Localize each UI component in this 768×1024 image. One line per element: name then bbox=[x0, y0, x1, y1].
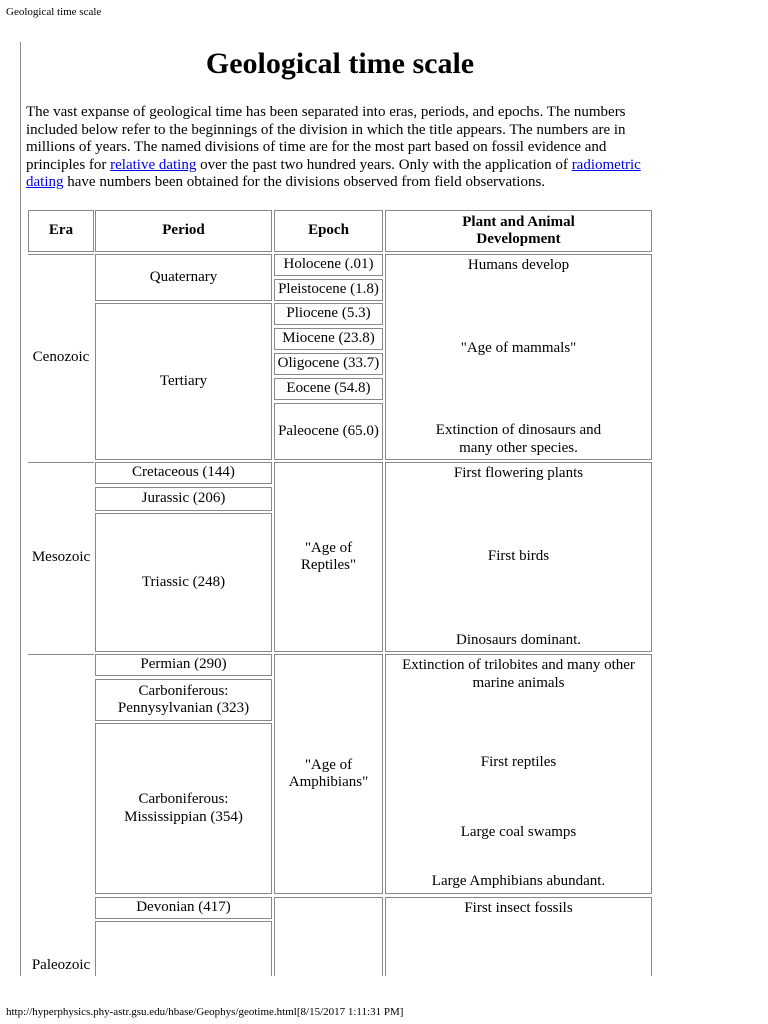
period-pennsylvanian: Carboniferous: Pennysylvanian (323) bbox=[95, 679, 272, 721]
era-mesozoic: Mesozoic bbox=[28, 462, 94, 652]
intro-text-3: have numbers been obtained for the divisions observed from field observations. bbox=[63, 174, 546, 190]
period-quaternary: Quaternary bbox=[95, 254, 272, 301]
epoch-devonian-cell bbox=[274, 897, 383, 976]
period-jurassic: Jurassic (206) bbox=[95, 487, 272, 511]
epoch-pleistocene: Pleistocene (1.8) bbox=[274, 279, 383, 301]
dev-dinosaur-extinction: Extinction of dinosaurs and many other species. bbox=[435, 422, 602, 456]
print-footer-url: http://hyperphysics.phy-astr.gsu.edu/hbase/Geophys/geotime.html[8/15/2017 1:11:31 PM] bbox=[6, 1006, 404, 1018]
print-header-title: Geological time scale bbox=[6, 6, 102, 18]
header-period: Period bbox=[95, 210, 272, 252]
dev-first-birds: First birds bbox=[487, 548, 550, 565]
dev-coal-swamps: Large coal swamps bbox=[460, 823, 577, 840]
dev-humans: Humans develop bbox=[467, 257, 570, 273]
epoch-age-of-reptiles: "Age of Reptiles" bbox=[274, 462, 383, 652]
relative-dating-link[interactable]: relative dating bbox=[110, 156, 197, 173]
epoch-pliocene: Pliocene (5.3) bbox=[274, 303, 383, 325]
dev-dinosaurs-dominant: Dinosaurs dominant. bbox=[456, 631, 581, 648]
page-title: Geological time scale bbox=[205, 47, 475, 80]
radiometric-dating-link[interactable]: radiometric dating bbox=[26, 156, 641, 190]
header-era: Era bbox=[28, 210, 94, 252]
era-paleozoic: Paleozoic bbox=[28, 654, 94, 976]
development-cenozoic bbox=[385, 254, 652, 460]
era-cenozoic: Cenozoic bbox=[28, 254, 94, 460]
intro-text-2: over the past two hundred years. Only with the application of bbox=[196, 156, 572, 173]
epoch-oligocene: Oligocene (33.7) bbox=[274, 353, 383, 375]
period-mississippian: Carboniferous: Mississippian (354) bbox=[95, 723, 272, 894]
period-permian: Permian (290) bbox=[95, 654, 272, 676]
dev-trilobite-extinction: Extinction of trilobites and many other marine animals bbox=[402, 657, 635, 691]
development-mesozoic bbox=[385, 462, 652, 652]
dev-amphibians-abundant: Large Amphibians abundant. bbox=[431, 873, 606, 890]
epoch-miocene: Miocene (23.8) bbox=[274, 328, 383, 350]
period-tertiary: Tertiary bbox=[95, 303, 272, 460]
dev-first-reptiles: First reptiles bbox=[480, 754, 557, 771]
epoch-eocene: Eocene (54.8) bbox=[274, 378, 383, 400]
dev-age-of-mammals: "Age of mammals" bbox=[460, 339, 577, 356]
intro-text-1: The vast expanse of geological time has been separated into eras, periods, and epochs. The numbers included below refer to the beginnings of the division in which the title appears. The numbers are in millions of years. The named divisions of time are for the most part based on fossil evidence and principles for bbox=[26, 104, 626, 173]
period-triassic: Triassic (248) bbox=[95, 513, 272, 652]
epoch-holocene: Holocene (.01) bbox=[274, 254, 383, 276]
period-cretaceous: Cretaceous (144) bbox=[95, 462, 272, 484]
dev-first-insects: First insect fossils bbox=[385, 897, 652, 976]
period-silurian-cell bbox=[95, 921, 272, 976]
dev-flowering-plants: First flowering plants bbox=[453, 465, 584, 481]
header-epoch: Epoch bbox=[274, 210, 383, 252]
epoch-paleocene: Paleocene (65.0) bbox=[274, 403, 383, 460]
header-development: Plant and Animal Development bbox=[385, 210, 652, 252]
development-paleozoic bbox=[385, 654, 652, 894]
epoch-age-of-amphibians: "Age of Amphibians" bbox=[274, 654, 383, 894]
period-devonian: Devonian (417) bbox=[95, 897, 272, 919]
